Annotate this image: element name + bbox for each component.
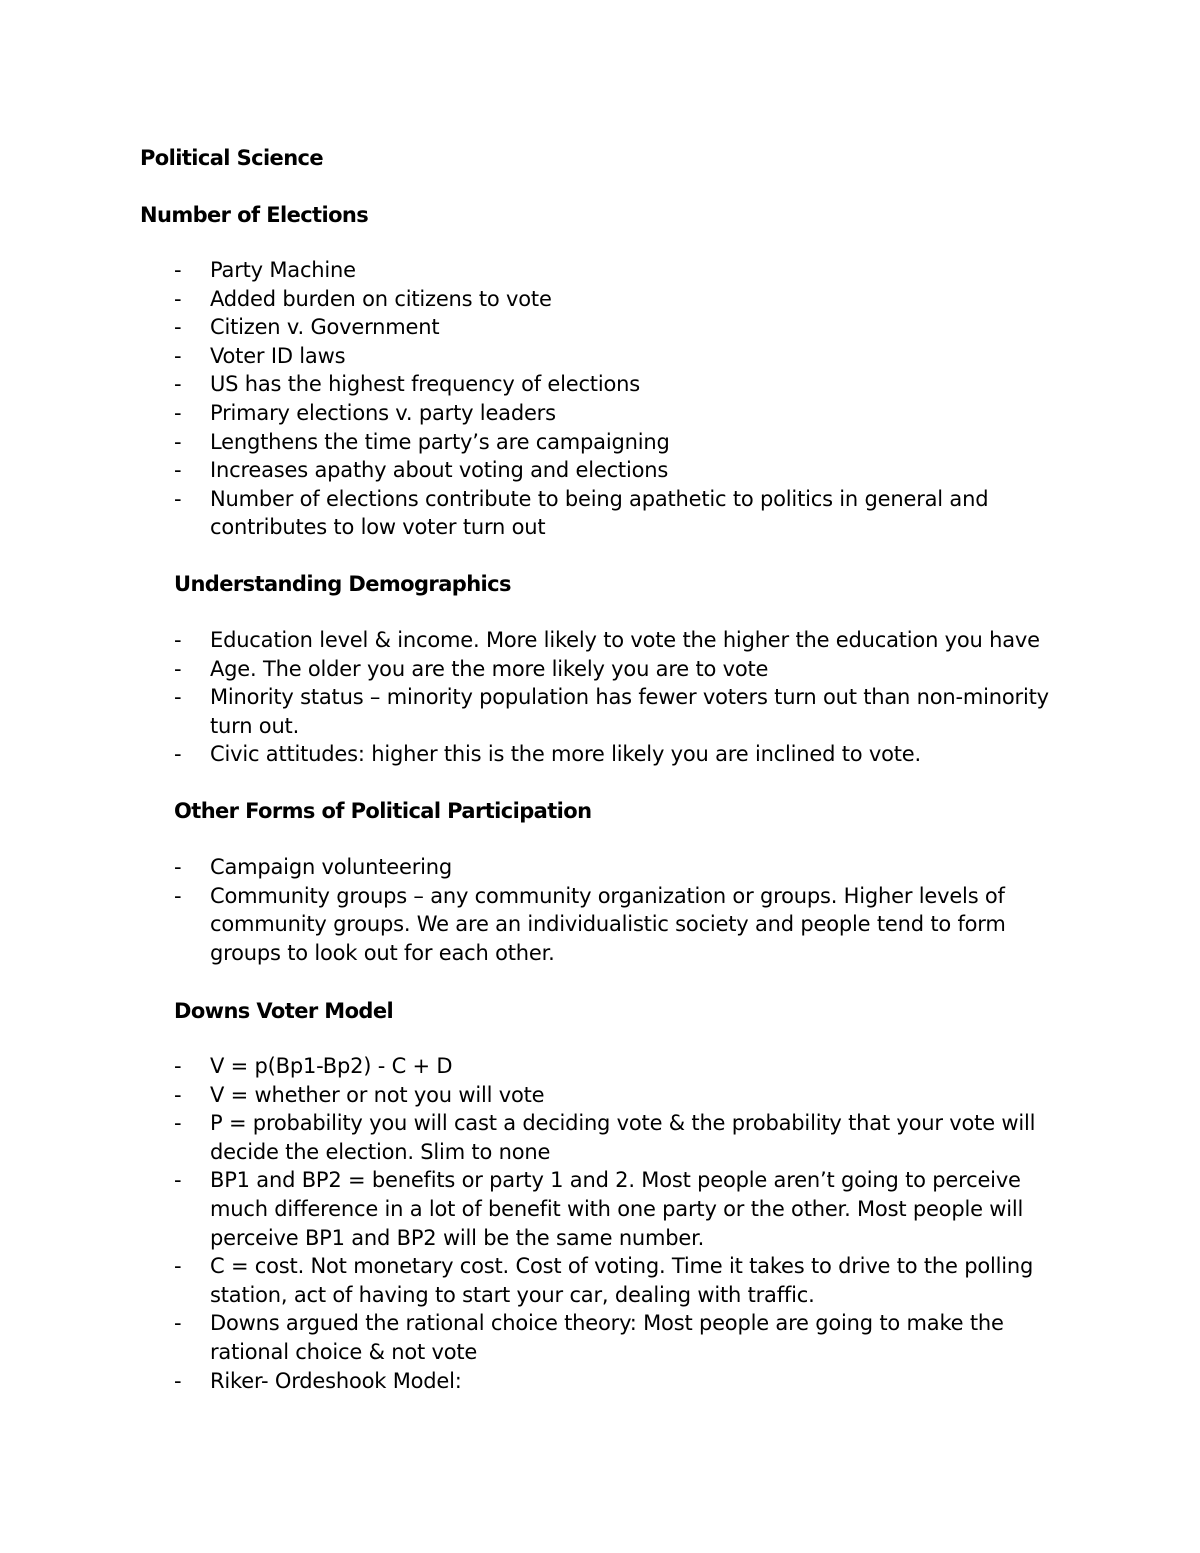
dash-bullet: - [174, 1082, 182, 1107]
list-item: - P = probability you will cast a deciding vote & the probability that your vote will decide the election. Slim to none [174, 1111, 1036, 1164]
dash-bullet: - [174, 685, 182, 710]
list-item: - Voter ID laws [174, 342, 1074, 371]
list-item: - Riker- Ordeshook Model: [174, 1367, 1074, 1396]
list-item: - Added burden on citizens to vote [174, 285, 1074, 314]
dash-bullet: - [174, 400, 182, 425]
dash-bullet: - [174, 486, 182, 511]
dash-bullet: - [174, 1311, 182, 1336]
dash-bullet: - [174, 315, 182, 340]
dash-bullet: - [174, 1368, 182, 1393]
list-item: - Campaign volunteering [174, 853, 1074, 882]
dash-bullet: - [174, 343, 182, 368]
list-item: - Civic attitudes: higher this is the more likely you are inclined to vote. [174, 740, 1074, 769]
list-item: - Increases apathy about voting and elections [174, 456, 1074, 485]
dash-bullet: - [174, 458, 182, 483]
list-item: - Party Machine [174, 256, 1074, 285]
list-item: - Education level & income. More likely to vote the higher the education you have [174, 626, 1074, 655]
dash-bullet: - [174, 429, 182, 454]
list-item: - C = cost. Not monetary cost. Cost of voting. Time it takes to drive to the polling station, act of having to start your car, dealing with traffic. [174, 1254, 1034, 1307]
list-item: - V = p(Bp1-Bp2) - C + D [174, 1052, 1074, 1081]
dash-bullet: - [174, 1168, 182, 1193]
list-item: - Primary elections v. party leaders [174, 399, 1074, 428]
list-item: - Citizen v. Government [174, 313, 1074, 342]
list-item: - Lengthens the time party’s are campaigning [174, 428, 1074, 457]
dash-bullet: - [174, 1111, 182, 1136]
list-number-of-elections [174, 256, 1074, 542]
dash-bullet: - [174, 286, 182, 311]
list-item: - US has the highest frequency of elections [174, 370, 1074, 399]
list-item: - Downs argued the rational choice theory: Most people are going to make the rational choice & not vote [174, 1311, 1004, 1364]
dash-bullet: - [174, 258, 182, 282]
list-item: - Age. The older you are the more likely you are to vote [174, 655, 1074, 684]
dash-bullet: - [174, 742, 182, 767]
list-other-forms-of-participation [174, 853, 1074, 967]
section-heading-understanding-demographics: Understanding Demographics [174, 572, 511, 596]
dash-bullet: - [174, 1054, 182, 1078]
section-heading-downs-voter-model: Downs Voter Model [174, 999, 394, 1023]
list-understanding-demographics [174, 626, 1074, 769]
list-item: - BP1 and BP2 = benefits or party 1 and 2. Most people aren’t going to perceive much difference in a lot of benefit with one party or the other. Most people will perceive BP1 and BP2 will be the same number. [174, 1168, 1024, 1250]
section-heading-other-forms-of-political-participation: Other Forms of Political Participation [174, 799, 592, 823]
list-item: - Community groups – any community organization or groups. Higher levels of community groups. We are an individualistic society and people tend to form groups to look out for each other. [174, 883, 1006, 965]
dash-bullet: - [174, 855, 182, 879]
list-item: - Number of elections contribute to being apathetic to politics in general and contributes to low voter turn out [174, 486, 989, 540]
dash-bullet: - [174, 1254, 182, 1279]
dash-bullet: - [174, 883, 182, 908]
section-heading-number-of-elections: Number of Elections [140, 203, 369, 227]
dash-bullet: - [174, 628, 182, 652]
list-item: - V = whether or not you will vote [174, 1081, 1074, 1110]
dash-bullet: - [174, 656, 182, 681]
list-downs-voter-model [174, 1052, 1074, 1395]
document-title: Political Science [140, 146, 324, 170]
list-item: - Minority status – minority population has fewer voters turn out than non-minority turn out. [174, 685, 1049, 738]
dash-bullet: - [174, 372, 182, 397]
